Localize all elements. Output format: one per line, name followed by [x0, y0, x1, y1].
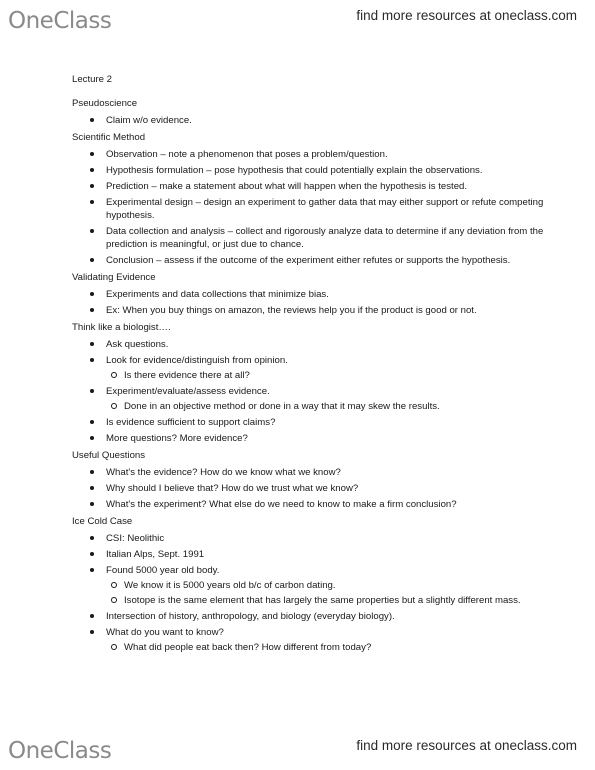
list-item: Data collection and analysis – collect and rigorously analyze data to determine if any deviation from the prediction is meaningful, or just due to chance.	[72, 225, 572, 251]
list-item: Intersection of history, anthropology, and biology (everyday biology).	[72, 610, 572, 623]
sub-list-item: Done in an objective method or done in a way that it may skew the results.	[72, 400, 572, 413]
list-item: Italian Alps, Sept. 1991	[72, 548, 572, 561]
sub-list-item: We know it is 5000 years old b/c of carbon dating.	[72, 579, 572, 592]
section-heading: Validating Evidence	[72, 272, 156, 283]
list-item: Why should I believe that? How do we trust what we know?	[72, 482, 572, 495]
sub-list-item: Is there evidence there at all?	[72, 369, 572, 382]
list-item: Ex: When you buy things on amazon, the reviews help you if the product is good or not.	[72, 304, 572, 317]
list-item	[72, 564, 572, 607]
list-item: Prediction – make a statement about what will happen when the hypothesis is tested.	[72, 180, 572, 193]
lecture-notes	[72, 73, 572, 658]
sub-list-item: Isotope is the same element that has largely the same properties but a slightly different mass.	[72, 594, 572, 607]
lecture-title: Lecture 2	[72, 74, 113, 85]
sub-list-item: What did people eat back then? How different from today?	[72, 641, 572, 654]
resources-link[interactable]: find more resources at oneclass.com	[356, 8, 577, 23]
oneclass-logo[interactable]: OneClass	[8, 738, 112, 764]
bullet-list	[72, 466, 572, 511]
list-item: Observation – note a phenomenon that poses a problem/question.	[72, 148, 572, 161]
section-heading: Ice Cold Case	[72, 516, 133, 527]
sub-list	[106, 400, 572, 413]
section-heading: Useful Questions	[72, 450, 146, 461]
list-item-text: What do you want to know?	[106, 627, 224, 638]
sub-list	[106, 641, 572, 654]
sub-list	[106, 579, 572, 607]
bottom-banner	[0, 730, 595, 770]
list-item	[72, 385, 572, 413]
section-heading: Pseudoscience	[72, 98, 138, 109]
sub-list	[106, 369, 572, 382]
bullet-list	[72, 288, 572, 317]
list-item: What's the evidence? How do we know what we know?	[72, 466, 572, 479]
list-item: More questions? More evidence?	[72, 432, 572, 445]
list-item: Ask questions.	[72, 338, 572, 351]
list-item: Experimental design – design an experiment to gather data that may either support or refute competing hypothesis.	[72, 196, 572, 222]
section-heading: Scientific Method	[72, 132, 146, 143]
list-item: Conclusion – assess if the outcome of the experiment either refutes or supports the hypothesis.	[72, 254, 572, 267]
oneclass-logo[interactable]: OneClass	[8, 8, 112, 34]
list-item-text: Experiment/evaluate/assess evidence.	[106, 386, 270, 397]
list-item	[72, 354, 572, 382]
list-item: Hypothesis formulation – pose hypothesis that could potentially explain the observations.	[72, 164, 572, 177]
list-item: Experiments and data collections that minimize bias.	[72, 288, 572, 301]
resources-link[interactable]: find more resources at oneclass.com	[356, 738, 577, 753]
list-item: Claim w/o evidence.	[72, 114, 572, 127]
list-item: What's the experiment? What else do we need to know to make a firm conclusion?	[72, 498, 572, 511]
list-item	[72, 626, 572, 654]
bullet-list	[72, 338, 572, 445]
section-heading: Think like a biologist….	[72, 322, 171, 333]
top-banner	[0, 0, 595, 40]
bullet-list	[72, 114, 572, 127]
bullet-list	[72, 148, 572, 267]
list-item-text: Look for evidence/distinguish from opinion.	[106, 355, 288, 366]
list-item: Is evidence sufficient to support claims?	[72, 416, 572, 429]
list-item-text: Found 5000 year old body.	[106, 565, 220, 576]
bullet-list	[72, 532, 572, 654]
list-item: CSI: Neolithic	[72, 532, 572, 545]
